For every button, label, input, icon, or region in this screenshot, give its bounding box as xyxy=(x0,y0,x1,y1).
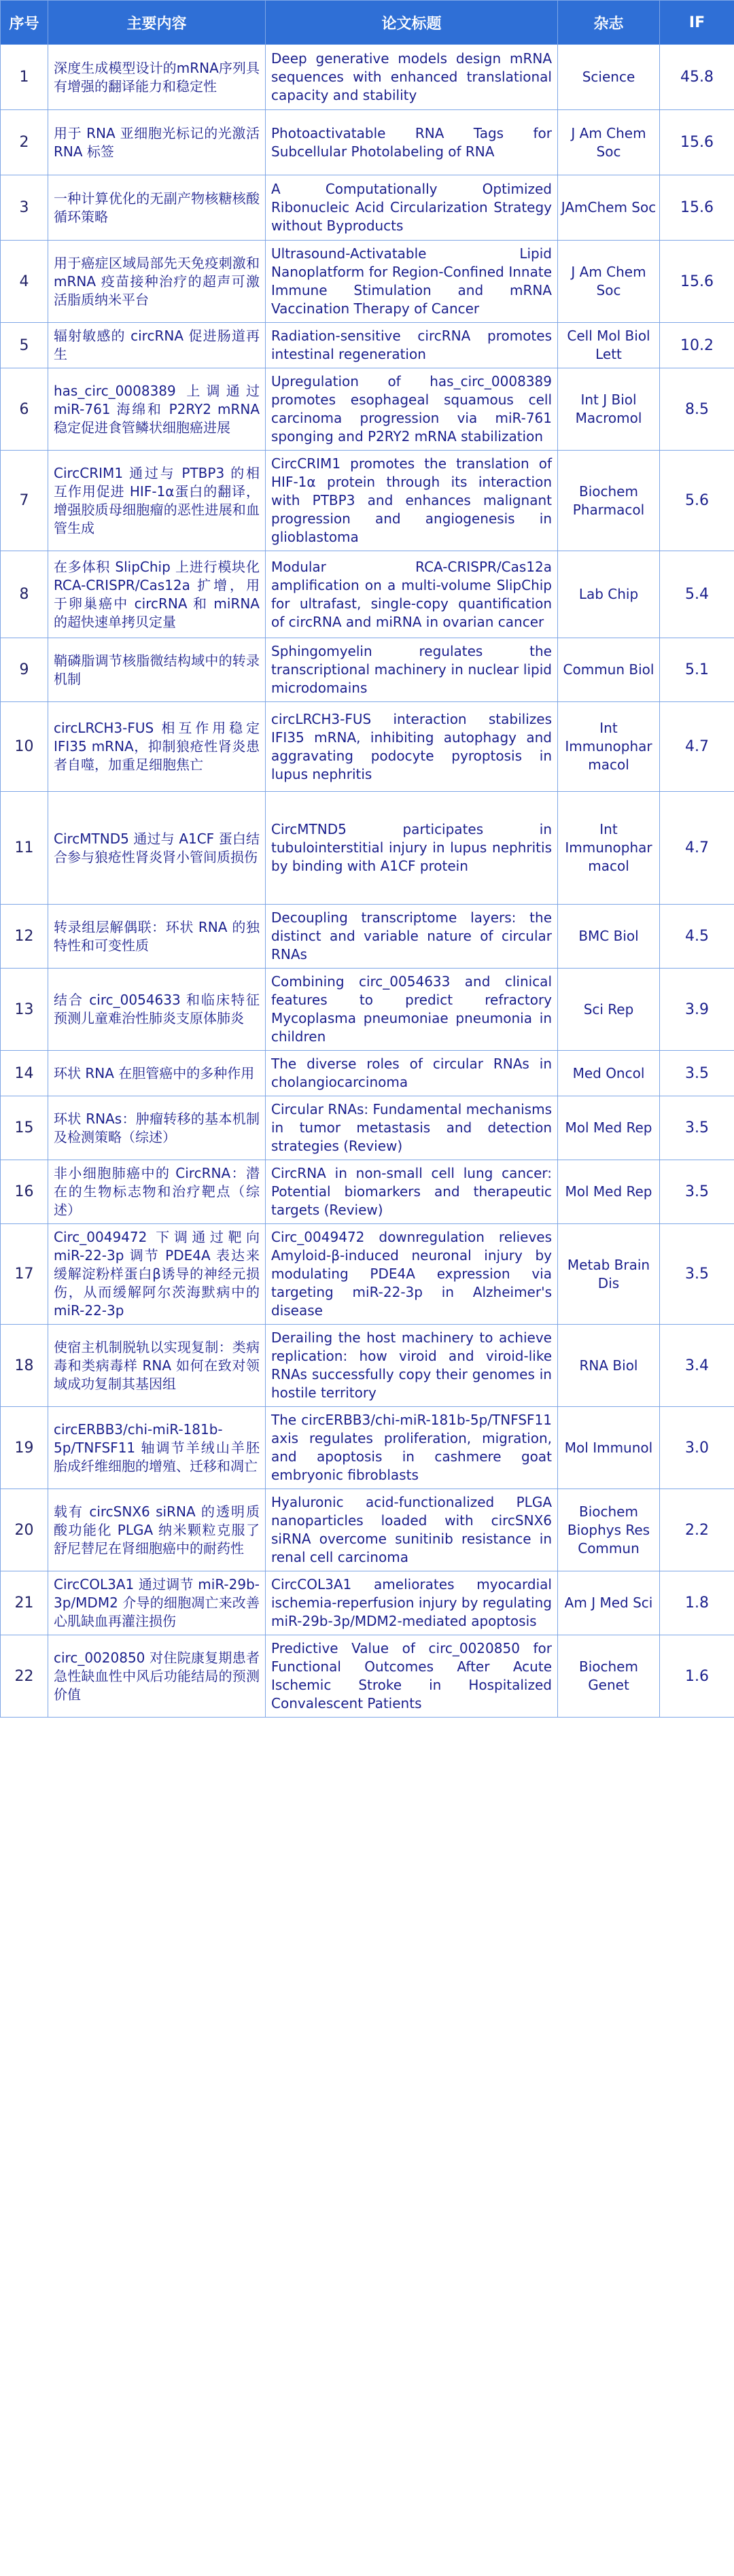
cell-journal: RNA Biol xyxy=(558,1325,660,1407)
table-row xyxy=(1,969,734,1051)
cell-content: 环状 RNA 在胆管癌中的多种作用 xyxy=(48,1051,266,1096)
cell-content: 载有 circSNX6 siRNA 的透明质酸功能化 PLGA 纳米颗粒克服了舒尼替尼在肾细胞癌中的耐药性 xyxy=(48,1489,266,1571)
cell-index: 6 xyxy=(1,368,48,451)
header-title: 论文标题 xyxy=(266,1,558,45)
table-row xyxy=(1,45,734,110)
cell-index: 22 xyxy=(1,1635,48,1718)
cell-title: Ultrasound-Activatable Lipid Nanoplatform for Region-Confined Innate Immune Stimulation and mRNA Vaccination Therapy of Cancer xyxy=(266,241,558,323)
table-row xyxy=(1,1096,734,1160)
header-index: 序号 xyxy=(1,1,48,45)
cell-content: Circ_0049472 下调通过靶向 miR-22-3p 调节 PDE4A 表达来缓解淀粉样蛋白β诱导的神经元损伤，从而缓解阿尔茨海默病中的 miR-22-3p xyxy=(48,1224,266,1325)
cell-index: 15 xyxy=(1,1096,48,1160)
cell-journal: J Am Chem Soc xyxy=(558,110,660,175)
cell-journal: Biochem Biophys Res Commun xyxy=(558,1489,660,1571)
table-row xyxy=(1,1051,734,1096)
cell-impact-factor: 2.2 xyxy=(660,1489,734,1571)
cell-impact-factor: 15.6 xyxy=(660,241,734,323)
table-row xyxy=(1,1160,734,1224)
cell-impact-factor: 5.4 xyxy=(660,551,734,638)
cell-content: 鞘磷脂调节核脂微结构域中的转录机制 xyxy=(48,638,266,702)
header-impact-factor: IF xyxy=(660,1,734,45)
cell-title: Predictive Value of circ_0020850 for Functional Outcomes After Acute Ischemic Stroke in Hospitalized Convalescent Patients xyxy=(266,1635,558,1718)
cell-index: 9 xyxy=(1,638,48,702)
table-row xyxy=(1,638,734,702)
cell-content: 非小细胞肺癌中的 CircRNA：潜在的生物标志物和治疗靶点（综述） xyxy=(48,1160,266,1224)
cell-index: 1 xyxy=(1,45,48,110)
cell-content: has_circ_0008389 上调通过 miR-761 海绵和 P2RY2 mRNA 稳定促进食管鳞状细胞癌进展 xyxy=(48,368,266,451)
cell-index: 14 xyxy=(1,1051,48,1096)
cell-impact-factor: 3.5 xyxy=(660,1224,734,1325)
table-row xyxy=(1,1489,734,1571)
cell-title: Deep generative models design mRNA sequences with enhanced translational capacity and stability xyxy=(266,45,558,110)
cell-title: Hyaluronic acid-functionalized PLGA nanoparticles loaded with circSNX6 siRNA overcome sunitinib resistance in renal cell carcinoma xyxy=(266,1489,558,1571)
cell-journal: J Am Chem Soc xyxy=(558,241,660,323)
cell-journal: Int Immunopharmacol xyxy=(558,702,660,792)
cell-content: 用于 RNA 亚细胞光标记的光激活 RNA 标签 xyxy=(48,110,266,175)
cell-title: CircCOL3A1 ameliorates myocardial ischemia-reperfusion injury by regulating miR-29b-3p/MDM2-mediated apoptosis xyxy=(266,1571,558,1635)
cell-content: 使宿主机制脱轨以实现复制：类病毒和类病毒样 RNA 如何在致对领域成功复制其基因组 xyxy=(48,1325,266,1407)
cell-index: 20 xyxy=(1,1489,48,1571)
cell-title: A Computationally Optimized Ribonucleic Acid Circularization Strategy without Byproducts xyxy=(266,175,558,241)
cell-content: 结合 circ_0054633 和临床特征预测儿童难治性肺炎支原体肺炎 xyxy=(48,969,266,1051)
cell-title: Upregulation of has_circ_0008389 promotes esophageal squamous cell carcinoma progression via miR-761 sponging and P2RY2 mRNA stabilization xyxy=(266,368,558,451)
table-row xyxy=(1,1571,734,1635)
table-body xyxy=(1,45,734,1718)
cell-title: The circERBB3/chi-miR-181b-5p/TNFSF11 axis regulates proliferation, migration, and apoptosis in cashmere goat embryonic fibroblasts xyxy=(266,1407,558,1489)
header-journal: 杂志 xyxy=(558,1,660,45)
cell-journal: JAmChem Soc xyxy=(558,175,660,241)
cell-content: circERBB3/chi-miR-181b-5p/TNFSF11 轴调节羊绒山羊胚胎成纤维细胞的增殖、迁移和凋亡 xyxy=(48,1407,266,1489)
cell-content: 在多体积 SlipChip 上进行模块化 RCA-CRISPR/Cas12a 扩增，用于卵巢癌中 circRNA 和 miRNA 的超快速单拷贝定量 xyxy=(48,551,266,638)
cell-impact-factor: 15.6 xyxy=(660,110,734,175)
cell-index: 10 xyxy=(1,702,48,792)
cell-index: 18 xyxy=(1,1325,48,1407)
cell-title: circLRCH3-FUS interaction stabilizes IFI35 mRNA, inhibiting autophagy and aggravating podocyte pyroptosis in lupus nephritis xyxy=(266,702,558,792)
table-row xyxy=(1,1407,734,1489)
cell-content: CircCOL3A1 通过调节 miR-29b-3p/MDM2 介导的细胞凋亡来改善心肌缺血再灌注损伤 xyxy=(48,1571,266,1635)
cell-impact-factor: 3.9 xyxy=(660,969,734,1051)
table-row xyxy=(1,175,734,241)
cell-index: 13 xyxy=(1,969,48,1051)
table-row xyxy=(1,1635,734,1718)
header-content: 主要内容 xyxy=(48,1,266,45)
table-row xyxy=(1,792,734,905)
cell-title: Combining circ_0054633 and clinical features to predict refractory Mycoplasma pneumoniae pneumonia in children xyxy=(266,969,558,1051)
cell-content: CircCRIM1 通过与 PTBP3 的相互作用促进 HIF-1α蛋白的翻译，增强胶质母细胞瘤的恶性进展和血管生成 xyxy=(48,451,266,551)
cell-impact-factor: 3.0 xyxy=(660,1407,734,1489)
cell-index: 21 xyxy=(1,1571,48,1635)
table-row xyxy=(1,1325,734,1407)
cell-impact-factor: 4.7 xyxy=(660,792,734,905)
table-row xyxy=(1,1224,734,1325)
table-header-row xyxy=(1,1,734,45)
cell-impact-factor: 3.4 xyxy=(660,1325,734,1407)
cell-journal: Biochem Genet xyxy=(558,1635,660,1718)
cell-impact-factor: 10.2 xyxy=(660,323,734,368)
cell-content: circ_0020850 对住院康复期患者急性缺血性中风后功能结局的预测价值 xyxy=(48,1635,266,1718)
cell-impact-factor: 45.8 xyxy=(660,45,734,110)
cell-index: 19 xyxy=(1,1407,48,1489)
cell-content: 辐射敏感的 circRNA 促进肠道再生 xyxy=(48,323,266,368)
cell-title: CircCRIM1 promotes the translation of HIF-1α protein through its interaction with PTBP3 and enhances malignant progression and angiogenesis in glioblastoma xyxy=(266,451,558,551)
cell-title: Decoupling transcriptome layers: the distinct and variable nature of circular RNAs xyxy=(266,905,558,969)
cell-content: CircMTND5 通过与 A1CF 蛋白结合参与狼疮性肾炎肾小管间质损伤 xyxy=(48,792,266,905)
cell-title: CircMTND5 participates in tubulointerstitial injury in lupus nephritis by binding with A1CF protein xyxy=(266,792,558,905)
cell-index: 2 xyxy=(1,110,48,175)
table-row xyxy=(1,905,734,969)
cell-title: Radiation-sensitive circRNA promotes intestinal regeneration xyxy=(266,323,558,368)
cell-index: 17 xyxy=(1,1224,48,1325)
cell-title: Sphingomyelin regulates the transcriptional machinery in nuclear lipid microdomains xyxy=(266,638,558,702)
cell-index: 7 xyxy=(1,451,48,551)
cell-content: 一种计算优化的无副产物核糖核酸循环策略 xyxy=(48,175,266,241)
table-row xyxy=(1,241,734,323)
cell-impact-factor: 15.6 xyxy=(660,175,734,241)
cell-title: Circular RNAs: Fundamental mechanisms in tumor metastasis and detection strategies (Review) xyxy=(266,1096,558,1160)
cell-journal: Mol Med Rep xyxy=(558,1096,660,1160)
cell-index: 3 xyxy=(1,175,48,241)
table-row xyxy=(1,551,734,638)
cell-journal: Metab Brain Dis xyxy=(558,1224,660,1325)
cell-journal: Int Immunopharmacol xyxy=(558,792,660,905)
table-row xyxy=(1,323,734,368)
cell-title: Circ_0049472 downregulation relieves Amyloid-β-induced neuronal injury by modulating PDE4A expression via targeting miR-22-3p in Alzheimer's disease xyxy=(266,1224,558,1325)
cell-journal: Am J Med Sci xyxy=(558,1571,660,1635)
cell-impact-factor: 1.6 xyxy=(660,1635,734,1718)
cell-journal: Commun Biol xyxy=(558,638,660,702)
cell-index: 8 xyxy=(1,551,48,638)
cell-content: 环状 RNAs：肿瘤转移的基本机制及检测策略（综述） xyxy=(48,1096,266,1160)
cell-journal: BMC Biol xyxy=(558,905,660,969)
cell-impact-factor: 1.8 xyxy=(660,1571,734,1635)
cell-journal: Lab Chip xyxy=(558,551,660,638)
table-row xyxy=(1,368,734,451)
cell-impact-factor: 4.5 xyxy=(660,905,734,969)
cell-index: 12 xyxy=(1,905,48,969)
cell-impact-factor: 4.7 xyxy=(660,702,734,792)
cell-journal: Science xyxy=(558,45,660,110)
cell-impact-factor: 5.1 xyxy=(660,638,734,702)
cell-index: 4 xyxy=(1,241,48,323)
table-row xyxy=(1,451,734,551)
cell-content: 转录组层解偶联：环状 RNA 的独特性和可变性质 xyxy=(48,905,266,969)
cell-content: circLRCH3-FUS 相互作用稳定 IFI35 mRNA，抑制狼疮性肾炎患者自噬，加重足细胞焦亡 xyxy=(48,702,266,792)
cell-index: 11 xyxy=(1,792,48,905)
cell-journal: Cell Mol Biol Lett xyxy=(558,323,660,368)
cell-index: 16 xyxy=(1,1160,48,1224)
cell-impact-factor: 5.6 xyxy=(660,451,734,551)
cell-content: 用于癌症区域局部先天免疫刺激和 mRNA 疫苗接种治疗的超声可激活脂质纳米平台 xyxy=(48,241,266,323)
cell-title: Photoactivatable RNA Tags for Subcellular Photolabeling of RNA xyxy=(266,110,558,175)
cell-journal: Mol Immunol xyxy=(558,1407,660,1489)
cell-journal: Mol Med Rep xyxy=(558,1160,660,1224)
cell-title: Modular RCA-CRISPR/Cas12a amplification on a multi-volume SlipChip for ultrafast, single-copy quantification of circRNA and miRNA in ovarian cancer xyxy=(266,551,558,638)
cell-journal: Biochem Pharmacol xyxy=(558,451,660,551)
cell-impact-factor: 3.5 xyxy=(660,1051,734,1096)
cell-journal: Sci Rep xyxy=(558,969,660,1051)
cell-title: Derailing the host machinery to achieve replication: how viroid and viroid-like RNAs successfully copy their genomes in hostile territory xyxy=(266,1325,558,1407)
cell-title: The diverse roles of circular RNAs in cholangiocarcinoma xyxy=(266,1051,558,1096)
cell-journal: Int J Biol Macromol xyxy=(558,368,660,451)
cell-content: 深度生成模型设计的mRNA序列具有增强的翻译能力和稳定性 xyxy=(48,45,266,110)
cell-index: 5 xyxy=(1,323,48,368)
table-row xyxy=(1,110,734,175)
cell-impact-factor: 8.5 xyxy=(660,368,734,451)
cell-impact-factor: 3.5 xyxy=(660,1096,734,1160)
cell-title: CircRNA in non-small cell lung cancer: Potential biomarkers and therapeutic targets (Review) xyxy=(266,1160,558,1224)
cell-journal: Med Oncol xyxy=(558,1051,660,1096)
table-row xyxy=(1,702,734,792)
cell-impact-factor: 3.5 xyxy=(660,1160,734,1224)
